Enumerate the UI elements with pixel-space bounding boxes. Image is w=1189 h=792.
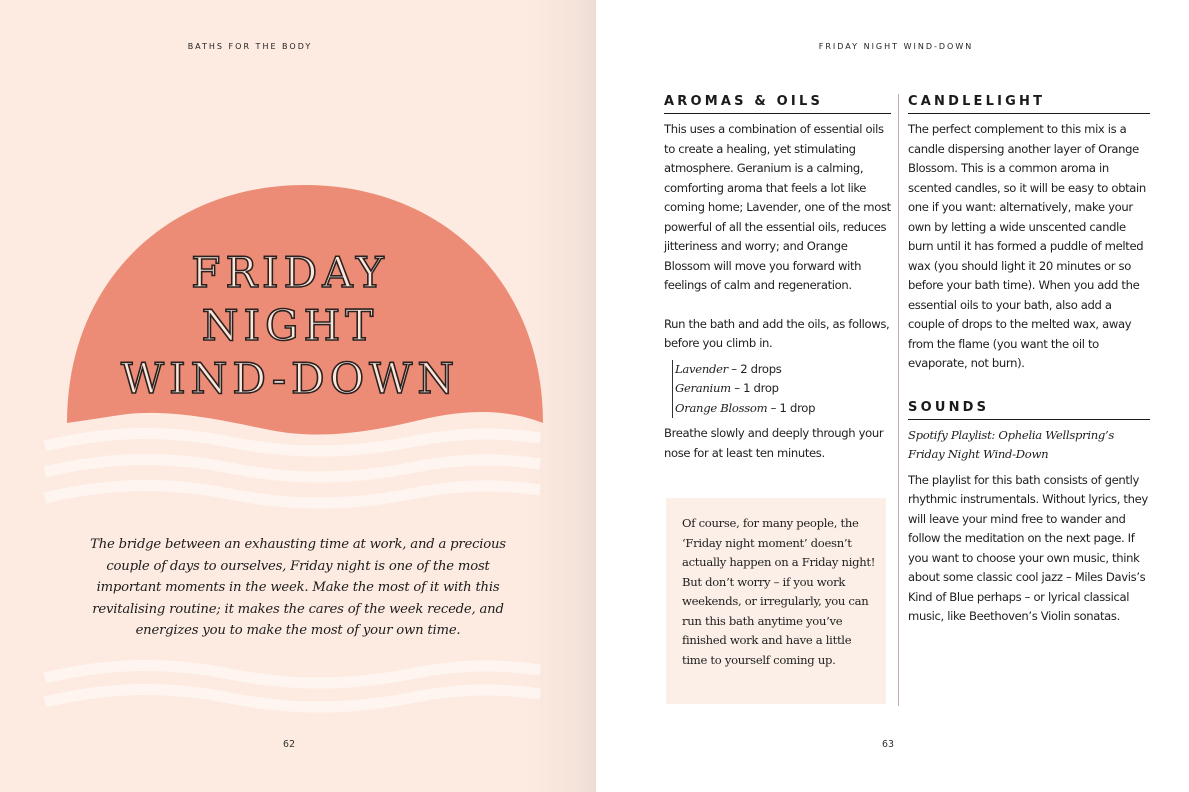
ingredient-name: Lavender: [675, 361, 728, 376]
ingredient-quantity: – 2 drops: [727, 361, 782, 376]
sounds-heading: SOUNDS: [908, 400, 1150, 420]
aromas-oils-heading: AROMAS & OILS: [664, 94, 891, 114]
ingredient-item: [675, 399, 891, 419]
candlelight-heading: CANDLELIGHT: [908, 94, 1150, 114]
candlelight-paragraph: The perfect complement to this mix is a candle dispersing another layer of Orange Blossom. This is a common aroma in scented candles, so it will be easy to obtain one if you want: alternatively, make your own by letting a wide unscented candle burn until it has formed a puddle of melted wax (you should light it 20 minutes or so before your bath time). When you add the essential oils to your bath, also add a couple of drops to the melted wax, away from the flame (you want the oil to evaporate, not burn).: [908, 122, 1146, 370]
aromas-paragraph-3: Breathe slowly and deeply through your nose for at least ten minutes.: [664, 426, 884, 460]
ingredient-name: Orange Blossom: [675, 400, 768, 415]
title-line-1: FRIDAY: [191, 248, 389, 297]
running-head-right: FRIDAY NIGHT WIND-DOWN: [818, 42, 974, 51]
chapter-title: [60, 246, 520, 405]
ingredient-quantity: – 1 drop: [767, 400, 816, 415]
lower-waves: [45, 665, 540, 707]
sounds-paragraph: The playlist for this bath consists of gently rhythmic instrumentals. Without lyrics, they will leave your mind free to wander and follow the meditation on the next page. If you want to choose your own music, think about some classic cool jazz – Miles Davis’s Kind of Blue perhaps – or lyrical classical music, like Beethoven’s Violin sonatas.: [908, 472, 1148, 623]
aromas-paragraph-1: This uses a combination of essential oils to create a healing, yet stimulating atmosphere. Geranium is a calming, comforting aroma that feels a lot like coming home; Lavender, one of the most powerful of all the essential oils, reduces jitteriness and worry; and Orange Blossom will move you forward with feelings of calm and regeneration.: [664, 122, 891, 292]
title-line-3: WIND-DOWN: [120, 354, 460, 403]
running-head-left: BATHS FOR THE BODY: [187, 42, 313, 51]
playlist-title: Spotify Playlist: Ophelia Wellspring’s Friday Night Wind-Down: [908, 427, 1115, 461]
right-column: [908, 94, 1150, 627]
page-number-right: 63: [882, 739, 895, 750]
ingredient-name: Geranium: [675, 381, 731, 395]
column-divider: [898, 94, 899, 706]
ingredient-item: [675, 360, 891, 380]
title-line-2: NIGHT: [201, 301, 379, 350]
page-number-left: 62: [283, 739, 296, 750]
ingredient-quantity: – 1 drop: [730, 381, 779, 395]
ingredient-item: [675, 379, 891, 399]
intro-paragraph: The bridge between an exhausting time at work, and a precious couple of days to ourselves, Friday night is one of the most important moments in the week. Make the most of it with this revitalising routine; it makes the cares of the week recede, and energizes you to make the most of your own time.: [90, 537, 506, 639]
aromas-body: [664, 120, 891, 463]
callout-box: Of course, for many people, the ‘Friday night moment’ doesn’t actually happen on a Friday night! But don’t worry – if you work weekends, or irregularly, you can run this bath anytime you’ve finished work and have a little time to yourself coming up.: [666, 498, 886, 704]
aromas-oils-section: [664, 94, 891, 463]
oil-ingredients-list: [672, 360, 891, 419]
upper-waves: [45, 433, 540, 503]
sounds-body: [908, 471, 1150, 627]
aromas-paragraph-2: Run the bath and add the oils, as follows, before you climb in.: [664, 316, 890, 350]
candlelight-body: [908, 120, 1150, 374]
